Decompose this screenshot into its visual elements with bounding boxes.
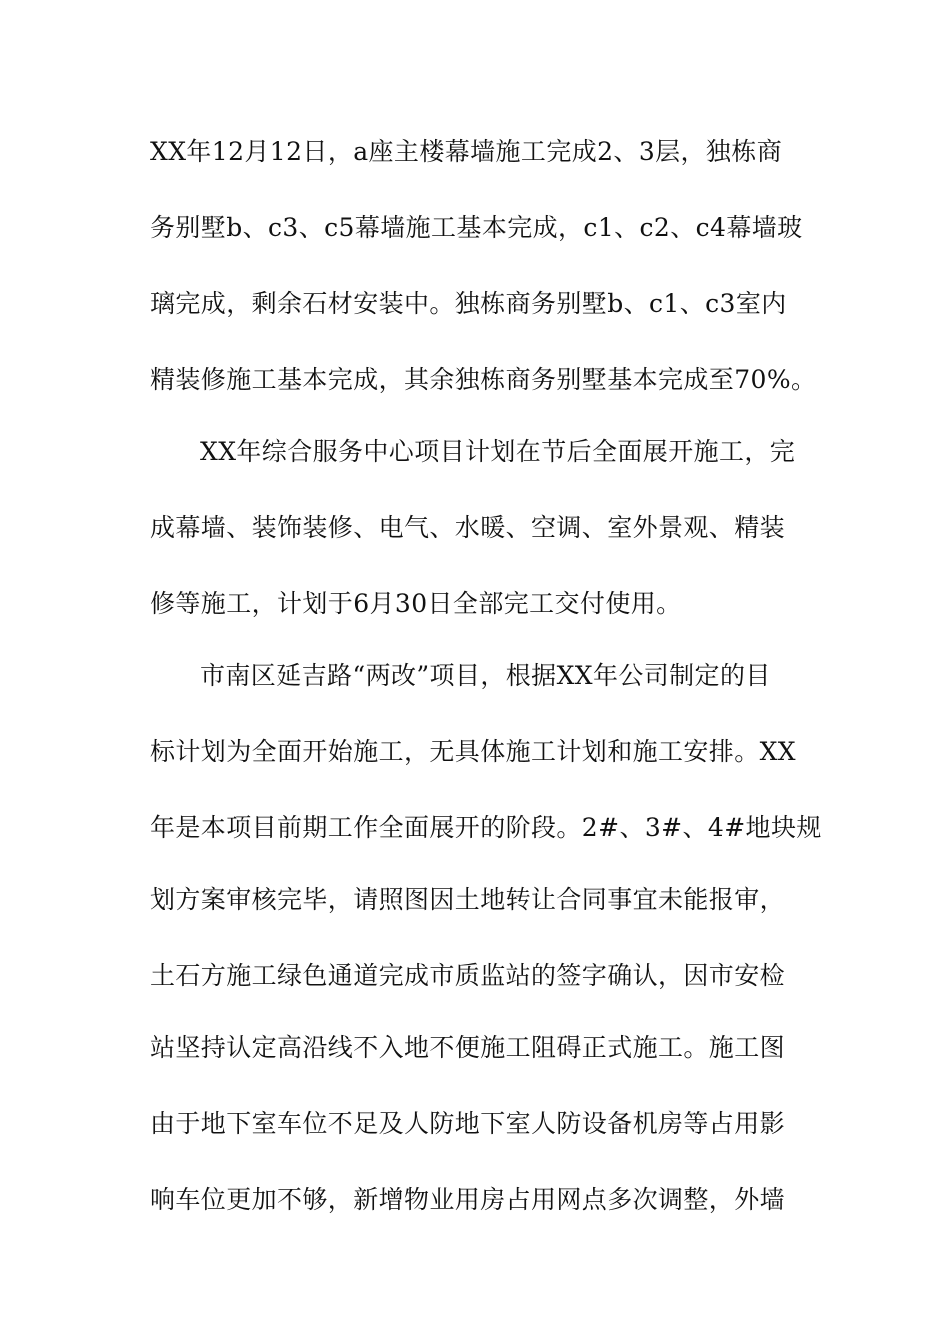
paragraph-3-line-2: 标计划为全面开始施工，无具体施工计划和施工安排。XX (150, 737, 796, 766)
paragraph-1-line-1: XX年12月12日，a座主楼幕墙施工完成2、3层，独栋商 (150, 137, 783, 166)
paragraph-3-line-3: 年是本项目前期工作全面展开的阶段。2#、3#、4#地块规 (150, 813, 822, 842)
paragraph-3-line-1: 市南区延吉路“两改”项目，根据XX年公司制定的目 (200, 661, 771, 690)
paragraph-1-line-3: 璃完成，剩余石材安装中。独栋商务别墅b、c1、c3室内 (150, 289, 787, 318)
paragraph-2-line-2: 成幕墙、装饰装修、电气、水暖、空调、室外景观、精装 (150, 513, 786, 542)
paragraph-3-line-4: 划方案审核完毕，请照图因土地转让合同事宜未能报审， (150, 885, 786, 914)
paragraph-3-line-6: 站坚持认定高沿线不入地不便施工阻碍正式施工。施工图 (150, 1033, 786, 1062)
paragraph-2-line-3: 修等施工，计划于6月30日全部完工交付使用。 (150, 589, 682, 618)
paragraph-3-line-8: 响车位更加不够，新增物业用房占用网点多次调整，外墙 (150, 1185, 786, 1214)
paragraph-2-line-1: XX年综合服务中心项目计划在节后全面展开施工，完 (200, 437, 796, 466)
paragraph-1-line-4: 精装修施工基本完成，其余独栋商务别墅基本完成至70%。 (150, 365, 817, 394)
paragraph-3-line-5: 土石方施工绿色通道完成市质监站的签字确认，因市安检 (150, 961, 786, 990)
paragraph-3-line-7: 由于地下室车位不足及人防地下室人防设备机房等占用影 (150, 1109, 786, 1138)
paragraph-1-line-2: 务别墅b、c3、c5幕墙施工基本完成，c1、c2、c4幕墙玻 (150, 213, 803, 242)
